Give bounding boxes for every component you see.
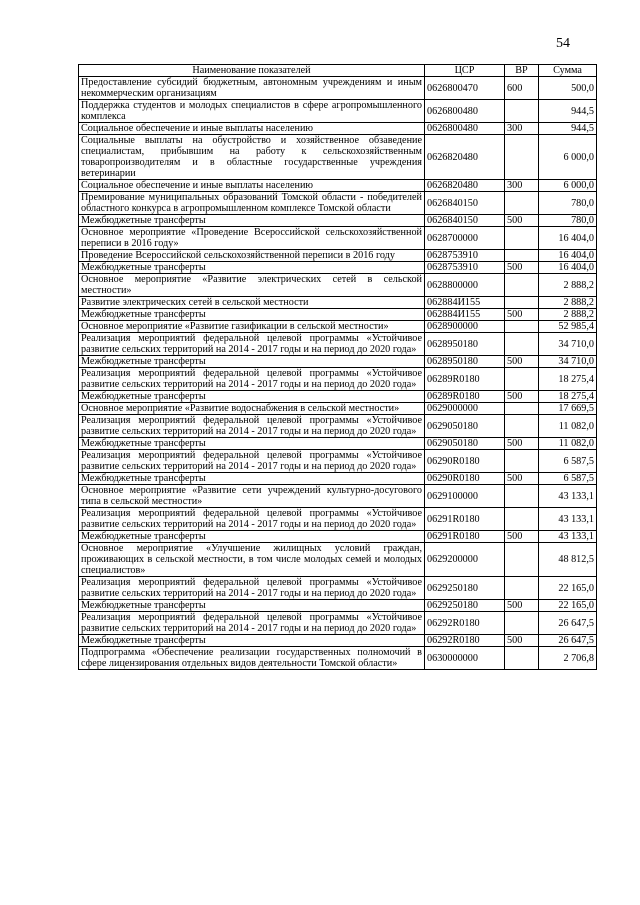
cell-name: Межбюджетные трансферты <box>79 262 425 274</box>
table-row <box>79 227 597 250</box>
cell-sum: 18 275,4 <box>539 368 597 391</box>
table-row <box>79 403 597 415</box>
cell-name: Поддержка студентов и молодых специалистов в сфере агропромышленного комплекса <box>79 100 425 123</box>
cell-sum: 26 647,5 <box>539 612 597 635</box>
cell-csr: 062884И155 <box>425 297 505 309</box>
cell-vr: 500 <box>505 309 539 321</box>
cell-sum: 2 888,2 <box>539 274 597 297</box>
cell-sum: 11 082,0 <box>539 415 597 438</box>
cell-name: Реализация мероприятий федеральной целевой программы «Устойчивое развитие сельских территорий на 2014 - 2017 годы и на период до 2020 года» <box>79 508 425 531</box>
cell-name: Основное мероприятие «Развитие электрических сетей в сельской местности» <box>79 274 425 297</box>
cell-name: Реализация мероприятий федеральной целевой программы «Устойчивое развитие сельских территорий на 2014 - 2017 годы и на период до 2020 года» <box>79 415 425 438</box>
table-row <box>79 262 597 274</box>
header-name: Наименование показателей <box>79 65 425 77</box>
cell-sum: 43 133,1 <box>539 531 597 543</box>
cell-name: Реализация мероприятий федеральной целевой программы «Устойчивое развитие сельских территорий на 2014 - 2017 годы и на период до 2020 года» <box>79 333 425 356</box>
cell-csr: 0629200000 <box>425 543 505 577</box>
cell-name: Межбюджетные трансферты <box>79 309 425 321</box>
cell-sum: 6 587,5 <box>539 450 597 473</box>
table-row <box>79 180 597 192</box>
cell-name: Социальное обеспечение и иные выплаты населению <box>79 123 425 135</box>
cell-sum: 16 404,0 <box>539 250 597 262</box>
cell-sum: 34 710,0 <box>539 333 597 356</box>
cell-vr <box>505 297 539 309</box>
table-row <box>79 438 597 450</box>
cell-csr: 06292R0180 <box>425 612 505 635</box>
cell-sum: 2 706,8 <box>539 647 597 670</box>
cell-name: Межбюджетные трансферты <box>79 531 425 543</box>
cell-name: Подпрограмма «Обеспечение реализации государственных полномочий в сфере лицензирования отдельных видов деятельности Томской области» <box>79 647 425 670</box>
cell-name: Межбюджетные трансферты <box>79 356 425 368</box>
cell-sum: 17 669,5 <box>539 403 597 415</box>
cell-csr: 06289R0180 <box>425 391 505 403</box>
budget-table <box>78 64 597 670</box>
cell-name: Межбюджетные трансферты <box>79 438 425 450</box>
table-row <box>79 647 597 670</box>
cell-csr: 0626800480 <box>425 123 505 135</box>
cell-vr <box>505 485 539 508</box>
table-row <box>79 450 597 473</box>
cell-name: Основное мероприятие «Развитие водоснабжения в сельской местности» <box>79 403 425 415</box>
cell-name: Межбюджетные трансферты <box>79 215 425 227</box>
cell-vr: 500 <box>505 531 539 543</box>
cell-name: Развитие электрических сетей в сельской местности <box>79 297 425 309</box>
cell-csr: 0630000000 <box>425 647 505 670</box>
cell-name: Основное мероприятие «Проведение Всероссийской сельскохозяйственной переписи в 2016 году» <box>79 227 425 250</box>
cell-csr: 062884И155 <box>425 309 505 321</box>
cell-sum: 22 165,0 <box>539 577 597 600</box>
cell-sum: 34 710,0 <box>539 356 597 368</box>
cell-csr: 0629250180 <box>425 577 505 600</box>
table-row <box>79 368 597 391</box>
cell-name: Межбюджетные трансферты <box>79 473 425 485</box>
cell-sum: 6 587,5 <box>539 473 597 485</box>
table-row <box>79 274 597 297</box>
table-row <box>79 600 597 612</box>
cell-sum: 944,5 <box>539 123 597 135</box>
cell-sum: 43 133,1 <box>539 485 597 508</box>
cell-csr: 06289R0180 <box>425 368 505 391</box>
cell-name: Проведение Всероссийской сельскохозяйственной переписи в 2016 году <box>79 250 425 262</box>
table-row <box>79 485 597 508</box>
cell-csr: 0626820480 <box>425 135 505 180</box>
cell-sum: 52 985,4 <box>539 321 597 333</box>
cell-sum: 500,0 <box>539 77 597 100</box>
cell-sum: 2 888,2 <box>539 297 597 309</box>
table-row <box>79 508 597 531</box>
cell-vr <box>505 450 539 473</box>
cell-sum: 16 404,0 <box>539 227 597 250</box>
cell-csr: 0626840150 <box>425 192 505 215</box>
cell-name: Межбюджетные трансферты <box>79 391 425 403</box>
cell-vr: 500 <box>505 635 539 647</box>
cell-vr: 500 <box>505 356 539 368</box>
cell-sum: 944,5 <box>539 100 597 123</box>
table-row <box>79 543 597 577</box>
cell-csr: 0629100000 <box>425 485 505 508</box>
cell-vr <box>505 135 539 180</box>
cell-csr: 0628753910 <box>425 262 505 274</box>
cell-vr: 500 <box>505 391 539 403</box>
cell-csr: 0628950180 <box>425 333 505 356</box>
cell-name: Межбюджетные трансферты <box>79 600 425 612</box>
cell-sum: 6 000,0 <box>539 135 597 180</box>
cell-csr: 0628800000 <box>425 274 505 297</box>
table-row <box>79 309 597 321</box>
cell-name: Реализация мероприятий федеральной целевой программы «Устойчивое развитие сельских территорий на 2014 - 2017 годы и на период до 2020 года» <box>79 450 425 473</box>
cell-vr <box>505 333 539 356</box>
cell-csr: 0629050180 <box>425 438 505 450</box>
table-row <box>79 531 597 543</box>
cell-vr: 500 <box>505 473 539 485</box>
cell-csr: 0629250180 <box>425 600 505 612</box>
table-body <box>79 77 597 670</box>
cell-sum: 18 275,4 <box>539 391 597 403</box>
cell-vr <box>505 321 539 333</box>
table-row <box>79 192 597 215</box>
cell-csr: 06290R0180 <box>425 473 505 485</box>
cell-vr <box>505 100 539 123</box>
cell-vr <box>505 250 539 262</box>
table-row <box>79 123 597 135</box>
table-row <box>79 415 597 438</box>
cell-name: Социальное обеспечение и иные выплаты населению <box>79 180 425 192</box>
cell-csr: 0629050180 <box>425 415 505 438</box>
cell-vr <box>505 227 539 250</box>
cell-vr <box>505 368 539 391</box>
cell-vr: 600 <box>505 77 539 100</box>
cell-csr: 06290R0180 <box>425 450 505 473</box>
cell-name: Социальные выплаты на обустройство и хозяйственное обзаведение специалистам, прибывшим на работу к сельскохозяйственным товаропроизводителям и в областные государственные учреждения ветеринарии <box>79 135 425 180</box>
table-row <box>79 135 597 180</box>
cell-vr: 300 <box>505 123 539 135</box>
cell-name: Основное мероприятие «Развитие сети учреждений культурно-досугового типа в сельской местности» <box>79 485 425 508</box>
page-number: 54 <box>556 36 570 51</box>
cell-vr <box>505 612 539 635</box>
cell-vr: 500 <box>505 262 539 274</box>
table-row <box>79 215 597 227</box>
cell-csr: 0628900000 <box>425 321 505 333</box>
cell-sum: 16 404,0 <box>539 262 597 274</box>
cell-sum: 6 000,0 <box>539 180 597 192</box>
cell-csr: 06291R0180 <box>425 508 505 531</box>
cell-name: Межбюджетные трансферты <box>79 635 425 647</box>
cell-name: Премирование муниципальных образований Томской области - победителей областного конкурса в агропромышленном комплексе Томской области <box>79 192 425 215</box>
cell-sum: 780,0 <box>539 192 597 215</box>
cell-vr <box>505 403 539 415</box>
header-csr: ЦСР <box>425 65 505 77</box>
cell-csr: 0626820480 <box>425 180 505 192</box>
cell-sum: 48 812,5 <box>539 543 597 577</box>
table-row <box>79 391 597 403</box>
cell-vr <box>505 415 539 438</box>
cell-vr: 500 <box>505 600 539 612</box>
table-row <box>79 577 597 600</box>
cell-vr <box>505 577 539 600</box>
table-row <box>79 297 597 309</box>
table-row <box>79 100 597 123</box>
header-sum: Сумма <box>539 65 597 77</box>
cell-csr: 0628950180 <box>425 356 505 368</box>
cell-name: Реализация мероприятий федеральной целевой программы «Устойчивое развитие сельских территорий на 2014 - 2017 годы и на период до 2020 года» <box>79 577 425 600</box>
table-header-row <box>79 65 597 77</box>
cell-csr: 0628700000 <box>425 227 505 250</box>
cell-sum: 780,0 <box>539 215 597 227</box>
cell-vr: 500 <box>505 438 539 450</box>
cell-vr <box>505 192 539 215</box>
cell-vr <box>505 647 539 670</box>
cell-csr: 06291R0180 <box>425 531 505 543</box>
cell-name: Предоставление субсидий бюджетным, автономным учреждениям и иным некоммерческим организациям <box>79 77 425 100</box>
table-row <box>79 250 597 262</box>
table-row <box>79 356 597 368</box>
cell-name: Реализация мероприятий федеральной целевой программы «Устойчивое развитие сельских территорий на 2014 - 2017 годы и на период до 2020 года» <box>79 612 425 635</box>
table-row <box>79 612 597 635</box>
cell-csr: 0626800470 <box>425 77 505 100</box>
cell-csr: 06292R0180 <box>425 635 505 647</box>
cell-csr: 0626800480 <box>425 100 505 123</box>
cell-sum: 43 133,1 <box>539 508 597 531</box>
cell-csr: 0626840150 <box>425 215 505 227</box>
table-row <box>79 77 597 100</box>
cell-vr <box>505 274 539 297</box>
cell-sum: 22 165,0 <box>539 600 597 612</box>
table-row <box>79 333 597 356</box>
cell-vr <box>505 543 539 577</box>
cell-name: Основное мероприятие «Развитие газификации в сельской местности» <box>79 321 425 333</box>
cell-sum: 11 082,0 <box>539 438 597 450</box>
header-vr: ВР <box>505 65 539 77</box>
cell-vr <box>505 508 539 531</box>
cell-name: Основное мероприятие «Улучшение жилищных условий граждан, проживающих в сельской местности, в том числе молодых семей и молодых специалистов» <box>79 543 425 577</box>
cell-sum: 26 647,5 <box>539 635 597 647</box>
cell-vr: 300 <box>505 180 539 192</box>
cell-csr: 0629000000 <box>425 403 505 415</box>
cell-sum: 2 888,2 <box>539 309 597 321</box>
table-row <box>79 473 597 485</box>
table-row <box>79 635 597 647</box>
cell-vr: 500 <box>505 215 539 227</box>
table-row <box>79 321 597 333</box>
cell-csr: 0628753910 <box>425 250 505 262</box>
cell-name: Реализация мероприятий федеральной целевой программы «Устойчивое развитие сельских территорий на 2014 - 2017 годы и на период до 2020 года» <box>79 368 425 391</box>
